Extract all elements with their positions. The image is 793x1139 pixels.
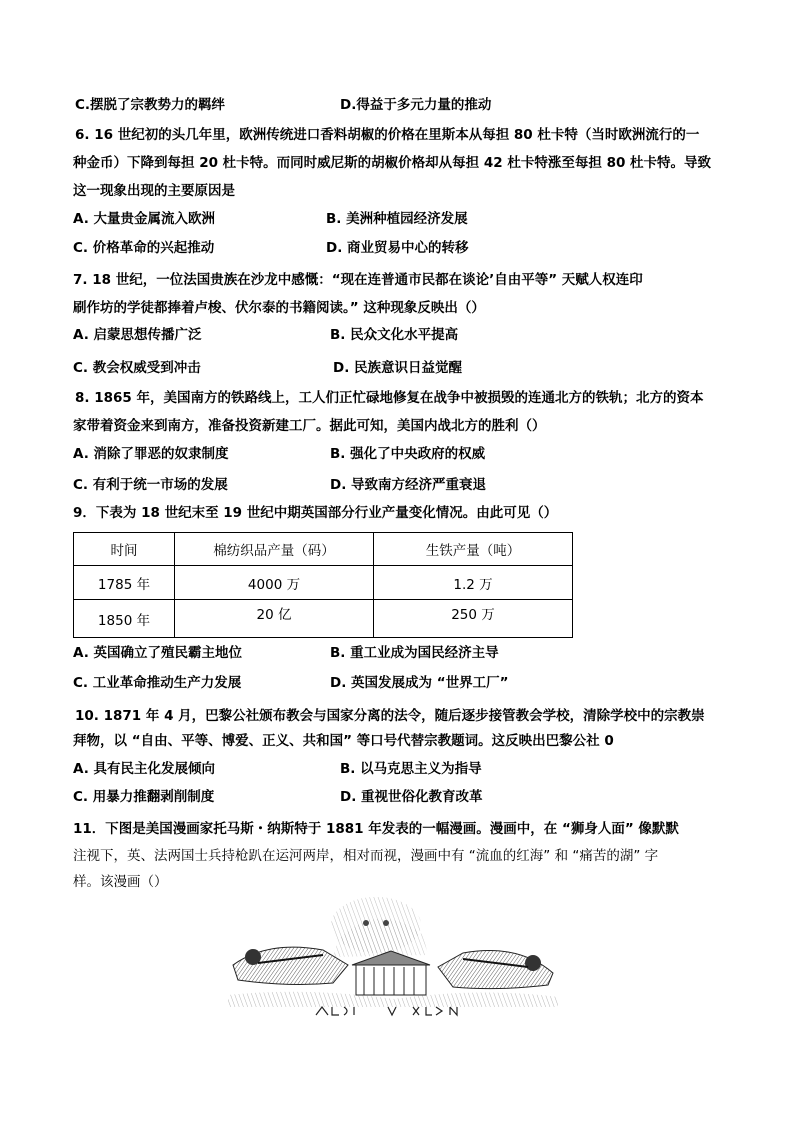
q8-option-d: D. 导致南方经济严重衰退	[330, 477, 487, 493]
q6-option-c: C. 价格革命的兴起推动	[73, 240, 215, 256]
q11-stem-line2: 注视下，英、法两国士兵持枪趴在运河两岸，相对而视，漫画中有 “流血的红海” 和 “痛苦的湖” 字	[73, 848, 659, 864]
q6-stem-line3: 这一现象出现的主要原因是	[73, 183, 235, 199]
q6-stem-line1: 6. 16 世纪初的头几年里，欧洲传统进口香料胡椒的价格在里斯本从每担 80 杜卡特（当时欧洲流行的一	[75, 127, 700, 143]
q9-option-d: D. 英国发展成为 “世界工厂”	[330, 675, 509, 691]
q9-option-c: C. 工业革命推动生产力发展	[73, 675, 242, 691]
q7-option-d: D. 民族意识日益觉醒	[333, 360, 463, 376]
q10-option-d: D. 重视世俗化教育改革	[340, 789, 483, 805]
q6-option-a: A. 大量贵金属流入欧洲	[73, 211, 216, 227]
table-cell: 1.2 万	[374, 566, 573, 600]
q8-stem-line2: 家带着资金来到南方，准备投资新建工厂。据此可知，美国内战北方的胜利（）	[73, 418, 546, 434]
table-cell: 4000 万	[175, 566, 374, 600]
q10-stem-line2: 拜物，以 “自由、平等、博爱、正义、共和国” 等口号代替宗教题词。这反映出巴黎公社 0	[73, 733, 614, 749]
table-cell: 1785 年	[74, 566, 175, 600]
table-cell: 20 亿	[175, 600, 374, 638]
q7-stem-line1: 7. 18 世纪，一位法国贵族在沙龙中感慨：“现在连普通市民都在谈论’自由平等” 天赋人权连印	[73, 272, 643, 288]
q9-option-b: B. 重工业成为国民经济主导	[330, 645, 499, 661]
q5-option-d: D.得益于多元力量的推动	[340, 97, 492, 113]
q6-option-d: D. 商业贸易中心的转移	[326, 240, 469, 256]
q5-option-c: C.摆脱了宗教势力的羁绊	[75, 97, 226, 113]
q7-option-b: B. 民众文化水平提高	[330, 327, 459, 343]
q6-stem-line2: 种金币）下降到每担 20 杜卡特。而同时威尼斯的胡椒价格却从每担 42 杜卡特涨至每担 80 杜卡特。导致	[73, 155, 712, 171]
q7-stem-line2: 刷作坊的学徒都捧着卢梭、伏尔泰的书籍阅读。” 这种现象反映出（）	[73, 300, 485, 316]
cartoon-image	[228, 895, 558, 1030]
production-table	[73, 532, 573, 638]
q11-stem-line1: 11．下图是美国漫画家托马斯・纳斯特于 1881 年发表的一幅漫画。漫画中，在 “狮身人面” 像默默	[73, 821, 679, 837]
table-header: 生铁产量（吨）	[374, 533, 573, 566]
q10-option-c: C. 用暴力推翻剥削制度	[73, 789, 215, 805]
q9-option-a: A. 英国确立了殖民霸主地位	[73, 645, 243, 661]
q11-stem-line3: 样。该漫画（）	[73, 874, 168, 890]
q9-stem-line1: 9．下表为 18 世纪末至 19 世纪中期英国部分行业产量变化情况。由此可见（）	[73, 505, 558, 521]
q10-stem-line1: 10. 1871 年 4 月，巴黎公社颁布教会与国家分离的法令，随后逐步接管教会学校，清除学校中的宗教崇	[75, 708, 705, 724]
q10-option-b: B. 以马克思主义为指导	[340, 761, 482, 777]
table-header: 时间	[74, 533, 175, 566]
q7-option-a: A. 启蒙思想传播广泛	[73, 327, 202, 343]
q8-stem-line1: 8. 1865 年，美国南方的铁路线上，工人们正忙碌地修复在战争中被损毁的连通北方的铁轨；北方的资本	[75, 390, 704, 406]
table-cell: 1850 年	[74, 600, 175, 638]
q7-option-c: C. 教会权威受到冲击	[73, 360, 201, 376]
q8-option-b: B. 强化了中央政府的权威	[330, 446, 486, 462]
table-header: 棉纺织品产量（码）	[175, 533, 374, 566]
q6-option-b: B. 美洲种植园经济发展	[326, 211, 468, 227]
q10-option-a: A. 具有民主化发展倾向	[73, 761, 216, 777]
q8-option-c: C. 有利于统一市场的发展	[73, 477, 228, 493]
q8-option-a: A. 消除了罪恶的奴隶制度	[73, 446, 229, 462]
table-cell: 250 万	[374, 600, 573, 638]
